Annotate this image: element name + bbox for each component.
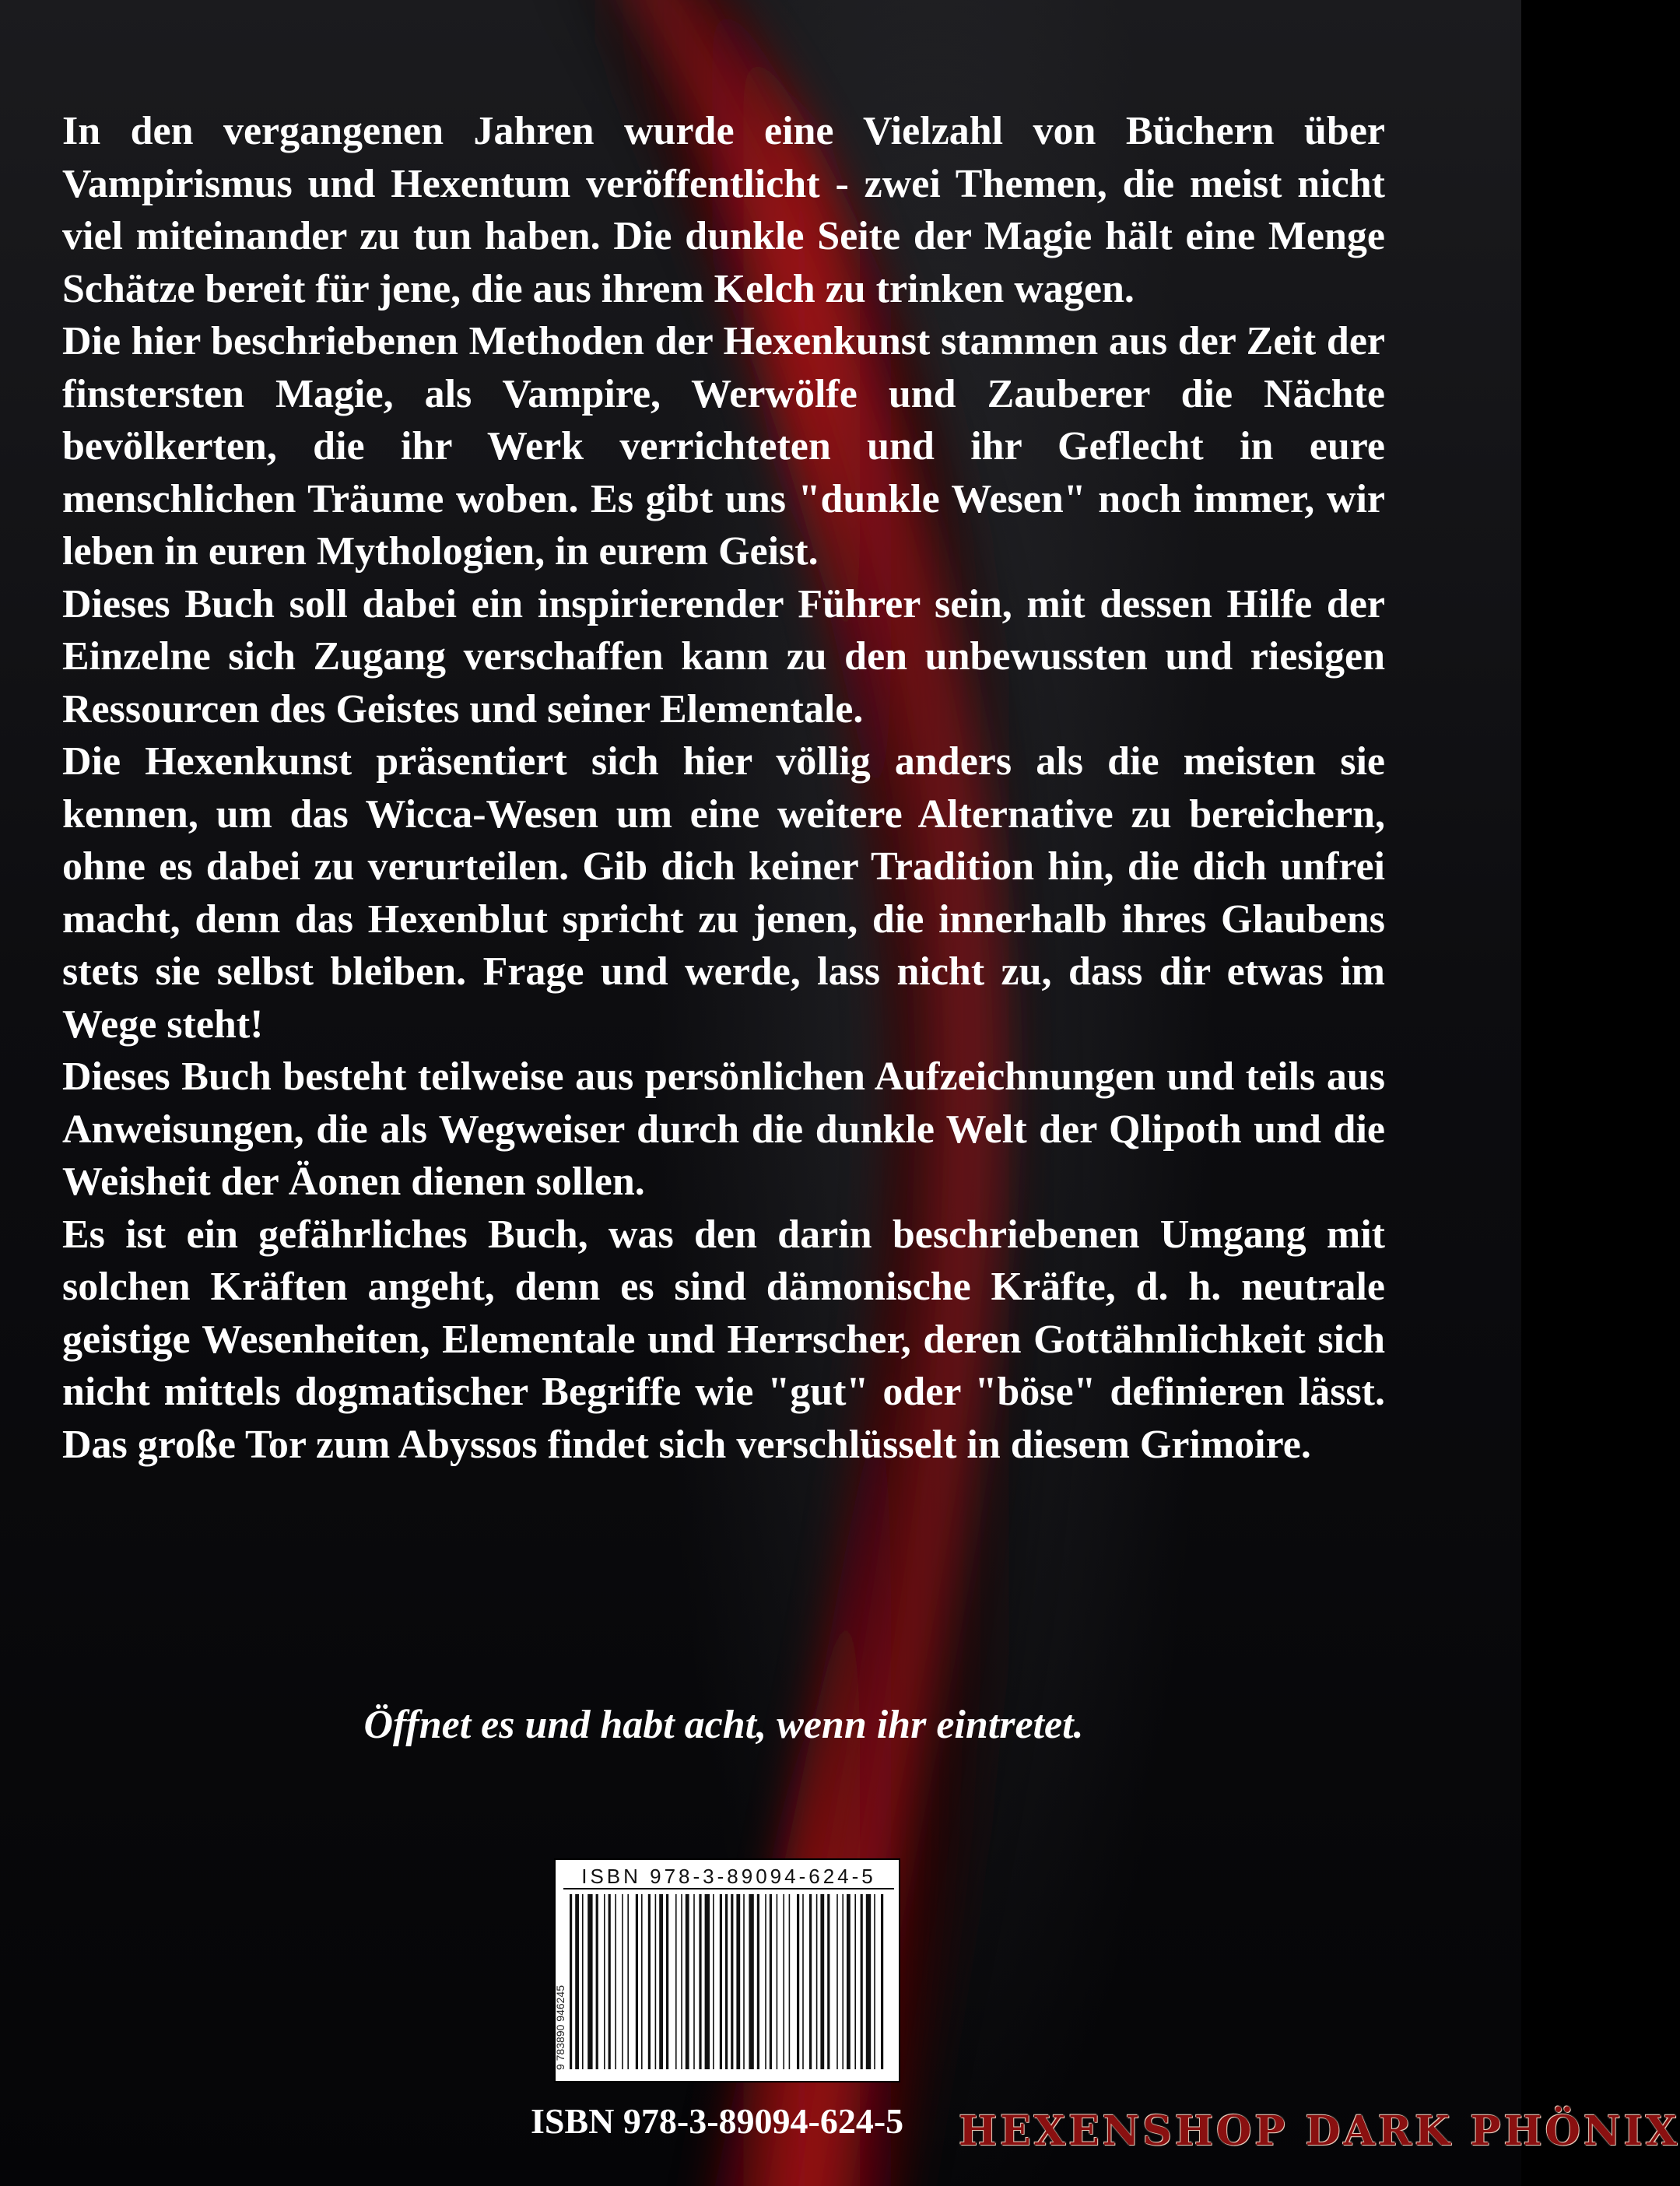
barcode-bar <box>681 1894 682 2069</box>
barcode-bar <box>789 1894 791 2069</box>
barcode <box>554 1858 900 2082</box>
blurb-text <box>62 105 1385 1471</box>
barcode-bar <box>777 1894 778 2069</box>
barcode-bar <box>836 1894 838 2069</box>
barcode-bar <box>720 1894 722 2069</box>
barcode-bar <box>655 1894 657 2069</box>
barcode-bar <box>854 1894 856 2069</box>
barcode-bar <box>809 1894 812 2069</box>
barcode-bar <box>874 1894 875 2069</box>
isbn-text: ISBN 978-3-89094-624-5 <box>531 2101 904 2141</box>
barcode-bar <box>705 1894 710 2069</box>
blurb-paragraph-1: In den vergangenen Jahren wurde eine Vielzahl von Büchern über Vampirismus und Hexentum veröffentlicht - zwei Themen, die meist nicht viel miteinander zu tun haben. Die dunkle Seite der Magie hält eine Menge Schätze bereit für jene, die aus ihrem Kelch zu trinken wagen. <box>62 109 1385 311</box>
barcode-bar <box>648 1894 651 2069</box>
barcode-bar <box>686 1894 689 2069</box>
barcode-bar <box>725 1894 728 2069</box>
barcode-bar <box>743 1894 745 2069</box>
barcode-bar <box>816 1894 818 2069</box>
barcode-bar <box>582 1894 584 2069</box>
barcode-bar <box>861 1894 863 2069</box>
barcode-bar <box>749 1894 753 2069</box>
barcode-bar <box>636 1894 638 2069</box>
barcode-bar <box>770 1894 772 2069</box>
barcode-bar <box>802 1894 804 2069</box>
barcode-bar <box>866 1894 871 2069</box>
barcode-digits: 9 783890 946245 <box>554 1985 566 2070</box>
blurb-paragraph-3: Dieses Buch soll dabei ein inspirierender Führer sein, mit dessen Hilfe der Einzelne sich Zugang verschaffen kann zu den unbewussten und riesigen Ressourcen des Geistes und seiner Elementale. <box>62 581 1385 732</box>
blurb-paragraph-6: Es ist ein gefährliches Buch, was den darin beschriebenen Umgang mit solchen Kräften angeht, denn es sind dämonische Kräfte, d. h. neutrale geistige Wesenheiten, Elementale und Herrscher, deren Gottähnlichkeit sich nicht mittels dogmatischer Begriffe wie "gut" oder "böse" definieren lässt. Das große Tor zum Abyssos findet sich verschlüsselt in diesem Grimoire. <box>62 1212 1385 1467</box>
shop-watermark-logo: HEXENSHOP DARK PHÖNIX <box>959 2107 1680 2155</box>
barcode-bar <box>604 1894 605 2069</box>
barcode-bar <box>842 1894 844 2069</box>
barcode-bar <box>847 1894 851 2069</box>
barcode-bar <box>731 1894 733 2069</box>
barcode-bar <box>659 1894 663 2069</box>
barcode-bar <box>587 1894 592 2069</box>
barcode-bar <box>757 1894 759 2069</box>
barcode-bar <box>609 1894 611 2069</box>
barcode-bar <box>570 1894 572 2069</box>
barcode-bar <box>881 1894 883 2069</box>
barcode-bar <box>675 1894 677 2069</box>
barcode-bar <box>765 1894 766 2069</box>
barcode-isbn-label: ISBN 978-3-89094-624-5 <box>563 1865 894 1890</box>
barcode-bar <box>596 1894 598 2069</box>
barcode-bars <box>565 1894 892 2069</box>
barcode-bar <box>713 1894 714 2069</box>
barcode-bar <box>627 1894 629 2069</box>
barcode-bar <box>693 1894 695 2069</box>
barcode-bar <box>699 1894 701 2069</box>
barcode-bar <box>622 1894 623 2069</box>
blurb-paragraph-4: Die Hexenkunst präsentiert sich hier völlig anders als die meisten sie kennen, um das Wicca-Wesen um eine weitere Alternative zu bereichern, ohne es dabei zu verurteilen. Gib dich keiner Tradition hin, die dich unfrei macht, denn das Hexenblut spricht zu jenen, die innerhalb ihres Glaubens stets sie selbst bleiben. Frage und werde, lass nicht zu, dass dir etwas im Wege steht! <box>62 739 1385 1047</box>
blurb-paragraph-2: Die hier beschriebenen Methoden der Hexenkunst stammen aus der Zeit der finstersten Magie, als Vampire, Werwölfe und Zauberer die Nächte bevölkerten, die ihr Werk verrichteten und ihr Geflecht in eure menschlichen Träume woben. Es gibt uns "dunkle Wesen" noch immer, wir leben in euren Mythologien, in eurem Geist. <box>62 319 1385 574</box>
barcode-bar <box>820 1894 824 2069</box>
barcode-bar <box>736 1894 740 2069</box>
barcode-bar <box>797 1894 799 2069</box>
blurb-paragraph-5: Dieses Buch besteht teilweise aus persönlichen Aufzeichnungen und teils aus Anweisungen, die als Wegweiser durch die dunkle Welt der Qlipoth und die Weisheit der Äonen dienen sollen. <box>62 1054 1385 1204</box>
closing-line: Öffnet es und habt acht, wenn ihr eintretet. <box>363 1703 1084 1747</box>
barcode-bar <box>575 1894 579 2069</box>
barcode-bar <box>827 1894 829 2069</box>
barcode-bar <box>666 1894 668 2069</box>
barcode-bar <box>615 1894 616 2069</box>
barcode-bar <box>783 1894 784 2069</box>
barcode-bar <box>641 1894 643 2069</box>
